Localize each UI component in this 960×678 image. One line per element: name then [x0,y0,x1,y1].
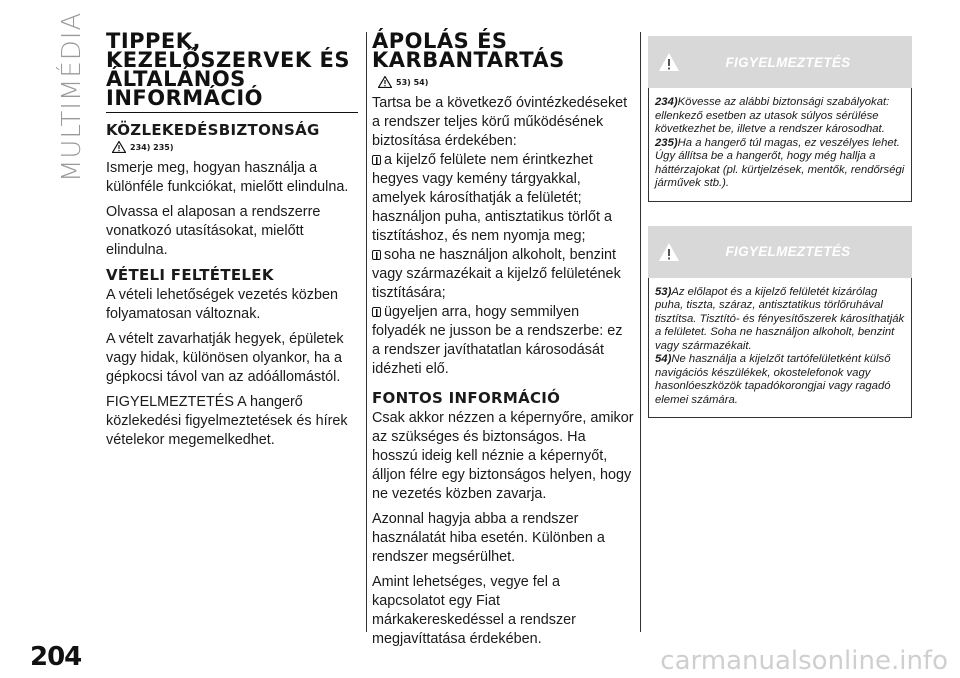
warning-refs-text: 53) 54) [396,77,429,87]
heading-line: KARBANTARTÁS [372,48,565,72]
bullet-item [372,303,634,379]
warning-item [655,96,905,137]
warning-box-title: FIGYELMEZTETÉS [725,244,851,259]
paragraph: A vételi lehetőségek vezetés közben folyamatosan változnak. [106,287,338,322]
warning-box-body [648,88,912,202]
column-divider [366,32,367,632]
page-number: 204 [30,642,82,672]
paragraph: Csak akkor nézzen a képernyőre, amikor az szükséges és biztonságos. Ha hosszú ideig kell néznie a képernyőt, álljon félre egy biztonságos helyen, hogy ne vezetés közben zavarja. [372,410,634,502]
bullet-text: a kijelző felülete nem érintkezhet hegyes vagy kemény tárgyakkal, amelyek károsíthatják a felületét; használjon puha, antisztatikus törlőt a tisztításhoz, és nem nyomja meg; [372,152,612,244]
warning-text: Az előlapot és a kijelző felületét kizárólag puha, tiszta, száraz, antisztatikus törlőruhával tisztítsa. Tisztító- és fényesítőszerek károsíthatják a felületet. Soha ne használjon alkoholt, benzint vagy származékait. [655,285,905,352]
paragraph: Amint lehetséges, vegye fel a kapcsolatot egy Fiat márkakereskedéssel a rendszer megjavíttatása érdekében. [372,574,576,647]
warning-item [655,286,905,354]
bullet-icon [372,155,381,165]
column-left [106,29,358,456]
heading-line: INFORMÁCIÓ [106,86,263,110]
warning-box [648,36,912,202]
main-heading [106,29,358,110]
heading-line: ÁPOLÁS ÉS [372,29,508,53]
sidebar-section-label: MULTIMÉDIA [57,11,87,182]
paragraph: A vételt zavarhatják hegyek, épületek vagy hidak, különösen olyankor, ha a gépkocsi távol van az adóállomástól. [106,331,344,385]
warning-box-header [648,36,912,88]
watermark: carmanualsonline.info [660,646,948,676]
paragraph: Azonnal hagyja abba a rendszer használatát hiba esetén. Különben a rendszer megsérülhet. [372,511,605,565]
warning-triangle-icon [112,141,126,153]
bullet-icon [372,250,381,260]
section-title-traffic-safety: KÖZLEKEDÉSBIZTONSÁG [106,121,320,139]
column-right [648,32,912,418]
warning-refs-text: 234) 235) [130,142,174,152]
paragraph: FIGYELMEZTETÉS A hangerő közlekedési figyelmeztetések és hírek vételekor megemelkedhet. [106,394,348,448]
warning-triangle-icon [378,76,392,88]
warning-triangle-icon [658,242,680,262]
paragraph: Olvassa el alaposan a rendszerre vonatkozó utasításokat, mielőtt elindulna. [106,204,321,258]
warning-triangle-icon [658,52,680,72]
warning-box-title: FIGYELMEZTETÉS [725,54,851,70]
bullet-item [372,246,634,303]
warning-box-header [648,226,912,278]
bullet-icon [372,307,381,317]
column-divider [640,32,641,632]
warning-refs [378,76,634,88]
warning-text: Ha a hangerő túl magas, ez veszélyes lehet. Úgy állítsa be a hangerőt, hogy még hallja a háttérzajokat (pl. kürtjelzések, mentők, rendőrségi járművek stb.). [655,136,905,189]
column-middle [372,29,634,655]
section-title-important: FONTOS INFORMÁCIÓ [372,389,561,407]
warning-text: Ne használja a kijelzőt tartófelületként külső navigációs készülékek, okostelefonok vagy hasonlóeszközök tapadókorongjai vagy ragadó elemei számára. [655,353,891,406]
warning-number: 234) [655,96,678,108]
warning-box-body [648,278,912,419]
heading-line: TIPPEK, [106,29,202,53]
bullet-text: soha ne használjon alkoholt, benzint vagy származékait a kijelző felületének tisztítására; [372,247,621,301]
warning-number: 235) [655,136,678,149]
care-heading [372,29,634,72]
warning-number: 53) [655,285,672,298]
warning-item [655,353,905,407]
warning-refs [112,141,358,153]
warning-box [648,226,912,419]
heading-rule [106,112,358,113]
warning-text: Kövesse az alábbi biztonsági szabályokat: ellenkező esetben az utasok súlyos sérülése következhet be, illetve a rendszer károsodhat. [655,96,890,135]
heading-line: KEZELŐSZERVEK ÉS [106,48,350,72]
paragraph: Tartsa be a következő óvintézkedéseket a rendszer teljes körű működésének biztosítása érdekében: [372,95,628,149]
bullet-text: ügyeljen arra, hogy semmilyen folyadék ne jusson be a rendszerbe: ez a rendszer javíthatatlan károsodását idézheti elő. [372,304,623,377]
section-title-reception: VÉTELI FELTÉTELEK [106,266,274,284]
heading-line: ÁLTALÁNOS [106,67,246,91]
paragraph: Ismerje meg, hogyan használja a különféle funkciókat, mielőtt elindulna. [106,160,349,195]
bullet-item [372,151,634,246]
warning-item [655,137,905,191]
warning-number: 54) [655,353,672,365]
